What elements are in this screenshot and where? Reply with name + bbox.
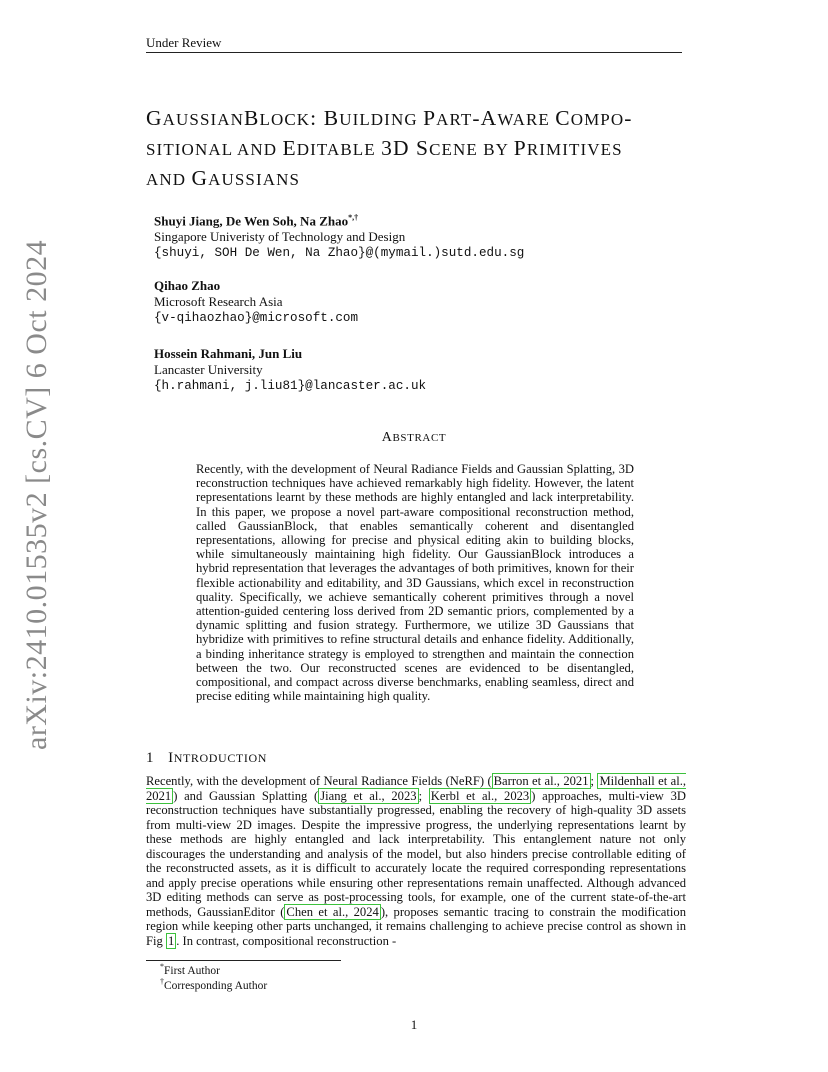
citation-link[interactable]: Jiang et al., 2023 bbox=[320, 788, 417, 803]
author-group-sutd bbox=[154, 210, 674, 261]
introduction-paragraph: Recently, with the development of Neural Radiance Fields (NeRF) ( Barron et al., 2021 ; Mildenhall et al., 2021 ) and Gaussian Splatting ( Jiang et al., 2023 ; Kerbl et al., 2023 ) approaches, multi-view 3D reconstruction techniques have substantially progressed, enabling the recovery of high-quality 3D assets from multi-view 2D images. Despite the impressive progress, the underlying representations learnt by these methods are highly entangled and lack interpretability. This entanglement nature not only discourages the understanding and analysis of the model, but also hinders precise controllable editing of the reconstructed assets, as it is difficult to accurately locate the required corresponding representations and apply precise operations while ensuring other representations remain unaffected. Although advanced 3D editing methods can serve as post-processing tools, for example, one of the current state-of-the-art methods, GaussianEditor ( Chen et al., 2024 ), proposes semantic tracing to constrain the modification region while keeping other parts unchanged, it remains challenging to achieve precise control as shown in Fig 1 . In contrast, compositional reconstruction - bbox=[146, 774, 686, 948]
author-affiliation: Singapore Univeristy of Technology and Design bbox=[154, 229, 406, 245]
author-group-lancaster bbox=[154, 346, 674, 394]
title-line-2: SITIONAL AND EDITABLE 3D SCENE BY PRIMITIVES bbox=[146, 136, 623, 160]
author-marks: *,† bbox=[348, 213, 359, 222]
author-group-microsoft bbox=[154, 278, 674, 326]
author-email[interactable]: {v-qihaozhao}@microsoft.com bbox=[154, 311, 359, 325]
abstract-heading: ABSTRACT bbox=[381, 430, 447, 445]
author-email[interactable]: {shuyi, SOH De Wen, Na Zhao}@(mymail.)sutd.edu.sg bbox=[154, 246, 525, 261]
section-heading: 1 INTRODUCTION bbox=[146, 750, 267, 766]
author-names: Qihao Zhao bbox=[154, 278, 221, 293]
footnote-rule bbox=[146, 960, 341, 961]
citation-link[interactable]: Kerbl et al., 2023 bbox=[430, 788, 530, 803]
citation-link[interactable]: Chen et al., 2024 bbox=[286, 904, 379, 919]
title-line-3: AND GAUSSIANS bbox=[146, 166, 301, 190]
author-affiliation: Microsoft Research Asia bbox=[154, 294, 283, 309]
footnote-corresponding-author: †Corresponding Author bbox=[160, 977, 268, 992]
paper-title bbox=[146, 104, 686, 194]
figure-reference-link[interactable]: 1 bbox=[167, 933, 175, 948]
citation-link[interactable]: Barron et al., 2021 bbox=[493, 774, 589, 788]
running-header: Under Review bbox=[146, 35, 222, 50]
author-names: Shuyi Jiang, De Wen Soh, Na Zhao*,† bbox=[154, 213, 359, 229]
abstract-body: Recently, with the development of Neural Radiance Fields and Gaussian Splatting, 3D reconstruction techniques have achieved remarkably high fidelity. However, the latent representations learnt by these methods are highly entangled and lack interpretability. In this paper, we propose a novel part-aware compositional reconstruction method, called GaussianBlock, that enables semantically coherent and disentangled representations, allowing for precise and physical editing akin to building blocks, while simultaneously maintaining high fidelity. Our GaussianBlock introduces a hybrid representation that leverages the advantages of both primitives, known for their flexible actionability and editability, and 3D Gaussians, which excel in reconstruction quality. Specifically, we achieve semantically coherent primitives through a novel attention-guided centering loss derived from 2D semantic priors, complemented by a dynamic splitting and fusion strategy. Furthermore, we utilize 3D Gaussians that hybridize with primitives to refine structural details and enhance fidelity. Additionally, a binding inheritance strategy is employed to strengthen and maintain the connection between the two. Our reconstructed scenes are evidenced to be disentangled, compositional, and compact across diverse benchmarks, enabling seamless, direct and precise editing while maintaining high quality. bbox=[196, 462, 634, 704]
citation-link[interactable]: Mildenhall et al., 2021 bbox=[146, 774, 686, 803]
header-rule bbox=[146, 52, 682, 53]
arxiv-identifier: arXiv:2410.01535v2 [cs.CV] 6 Oct 2024 bbox=[20, 239, 53, 750]
author-affiliation: Lancaster University bbox=[154, 362, 263, 377]
page-number: 1 bbox=[410, 1017, 418, 1032]
footnote-first-author: *First Author bbox=[160, 962, 220, 977]
title-line-1: GAUSSIANBLOCK: BUILDING PART-AWARE COMPO- bbox=[146, 106, 633, 130]
author-names: Hossein Rahmani, Jun Liu bbox=[154, 346, 303, 361]
author-email[interactable]: {h.rahmani, j.liu81}@lancaster.ac.uk bbox=[154, 379, 427, 393]
